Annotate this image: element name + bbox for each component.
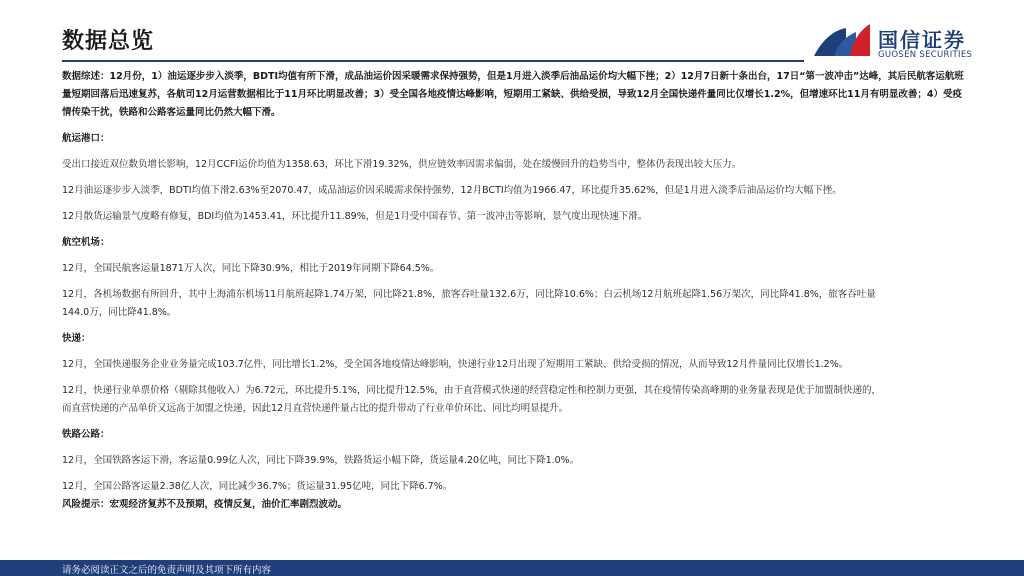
shipping-paragraph-3: 12月散货运输景气度略有修复，BDI均值为1453.41，环比提升11.89%，但是1月受中国春节、第一波冲击等影响，景气度出现快速下滑。 xyxy=(62,211,648,222)
section-heading-express: 快递： xyxy=(62,333,91,344)
page-header xyxy=(0,0,1024,62)
express-paragraph-2a: 12月，快递行业单票价格（剔除其他收入）为6.72元，环比提升5.1%，同比提升12.5%，由于直营模式快递的经营稳定性和控制力更强，其在疫情传染高峰期的业务量表现是优于加盟制快递的， xyxy=(62,385,882,396)
shipping-paragraph-1: 受出口接近双位数负增长影响，12月CCFI运价均值为1358.63，环比下滑19.32%，供应链效率因需求偏弱，处在缓慢回升的趋势当中，整体仍表现出较大压力。 xyxy=(62,159,742,170)
express-paragraph-1: 12月，全国快递服务企业业务量完成103.7亿件，同比增长1.2%，受全国各地疫情达峰影响，快递行业12月出现了短期用工紧缺、供给受损的情况，从而导致12月件量同比仅增长1.2%。 xyxy=(62,359,849,370)
company-logo xyxy=(812,20,982,62)
summary-paragraph: 数据综述：12月份，1）油运逐步步入淡季，BDTI均值有所下滑，成品油运价因采暖需求保持强势，但是1月进入淡季后油品运价均大幅下挫；2）12月7日新十条出台，17日“第一波冲击”达峰，其后民航客运航班量短期回落后迅速复苏，各航司12月运营数据相比于11月环比明显改善；3）受全国各地疫情达峰影响，短期用工紧缺、供给受损，导致12月全国快递件量同比仅增长1.2%，但增速环比11月有明显改善；4）受疫情传染干扰，铁路和公路客运量同比仍然大幅下滑。 xyxy=(62,71,964,118)
aviation-paragraph-2b: 144.0万，同比降41.8%。 xyxy=(62,307,177,318)
logo-english-name: GUOSEN SECURITIES xyxy=(878,50,973,60)
aviation-paragraph-1: 12月，全国民航客运量1871万人次，同比下降30.9%，相比于2019年同期下降64.5%。 xyxy=(62,263,440,274)
section-heading-aviation: 航空机场： xyxy=(62,237,110,248)
report-body xyxy=(62,68,967,514)
shipping-paragraph-2: 12月油运逐步步入淡季，BDTI均值下滑2.63%至2070.47，成品油运价因采暖需求保持强势，12月BCTI均值为1966.47，环比提升35.62%，但是1月进入淡季后油品运价均大幅下挫。 xyxy=(62,185,842,196)
page-title: 数据总览 xyxy=(62,29,155,54)
page-footer xyxy=(0,560,1024,576)
express-paragraph-2b: 而直营快递的产品单价又远高于加盟之快递，因此12月直营快递件量占比的提升带动了行业单价环比、同比均明显提升。 xyxy=(62,403,569,414)
guosen-logo-icon xyxy=(812,20,872,60)
logo-chinese-name: 国信证券 xyxy=(878,28,966,52)
section-heading-shipping: 航运港口： xyxy=(62,133,110,144)
rail-road-paragraph-2: 12月，全国公路客运量2.38亿人次，同比减少36.7%；货运量31.95亿吨，同比下降6.7%。 xyxy=(62,481,453,492)
footer-disclaimer: 请务必阅读正文之后的免责声明及其项下所有内容 xyxy=(62,565,272,576)
header-divider xyxy=(62,60,804,62)
rail-road-paragraph-1: 12月，全国铁路客运下滑，客运量0.99亿人次，同比下降39.9%，铁路货运小幅下降，货运量4.20亿吨，同比下降1.0%。 xyxy=(62,455,580,466)
risk-warning: 风险提示：宏观经济复苏不及预期，疫情反复，油价汇率剧烈波动。 xyxy=(62,499,348,510)
section-heading-rail-road: 铁路公路： xyxy=(62,429,110,440)
aviation-paragraph-2a: 12月，各机场数据有所回升，其中上海浦东机场11月航班起降1.74万架，同比降21.8%，旅客吞吐量132.6万，同比降10.6%；白云机场12月航班起降1.56万架次，同比降41.8%，旅客吞吐量 xyxy=(62,289,876,300)
